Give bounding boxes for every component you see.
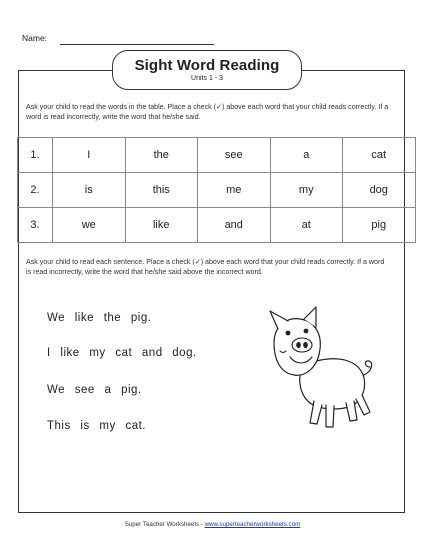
word-cell: at: [270, 208, 343, 243]
word-cell: and: [198, 208, 271, 243]
word-cell: see: [198, 138, 271, 173]
sentence-2: I like my cat and dog.: [47, 347, 197, 359]
row-number: 1.: [18, 138, 53, 173]
name-field[interactable]: [22, 33, 47, 43]
sentence-instructions: Ask your child to read each sentence. Place a check (✓) above each word that your child reads correctly. If a word is read incorrectly, write the word that he/she said above the incorrect word.: [26, 258, 385, 276]
sentence-4: This is my cat.: [47, 420, 146, 432]
footer-text: Super Teacher Worksheets -: [124, 521, 205, 528]
word-cell: this: [125, 173, 198, 208]
pig-icon: [260, 305, 378, 435]
word-cell: we: [53, 208, 126, 243]
word-cell: pig: [343, 208, 416, 243]
page-subtitle: Units 1 - 3: [191, 75, 223, 82]
table-row: [18, 138, 416, 173]
word-cell: my: [270, 173, 343, 208]
name-label: Name:: [22, 33, 48, 43]
table-row: [18, 173, 416, 208]
word-cell: a: [270, 138, 343, 173]
word-cell: the: [125, 138, 198, 173]
word-cell: cat: [343, 138, 416, 173]
name-underline[interactable]: [60, 44, 214, 45]
sentence-1: We like the pig.: [47, 312, 152, 324]
row-number: 2.: [18, 173, 53, 208]
footer-link[interactable]: www.superteacherworksheets.com: [204, 521, 301, 528]
word-cell: I: [53, 138, 126, 173]
word-cell: is: [53, 173, 126, 208]
sentence-3: We see a pig.: [47, 384, 142, 396]
word-cell: like: [125, 208, 198, 243]
footer: [0, 521, 425, 528]
word-cell: me: [198, 173, 271, 208]
title-banner: [112, 50, 302, 90]
table-instructions: Ask your child to read the words in the table. Place a check (✓) above each word that your child reads correctly. If a word is read incorrectly, write the word that he/she said.: [26, 103, 389, 121]
table-row: [18, 208, 416, 243]
page-title: Sight Word Reading: [134, 57, 280, 74]
word-table: [17, 137, 416, 243]
row-number: 3.: [18, 208, 53, 243]
word-cell: dog: [343, 173, 416, 208]
